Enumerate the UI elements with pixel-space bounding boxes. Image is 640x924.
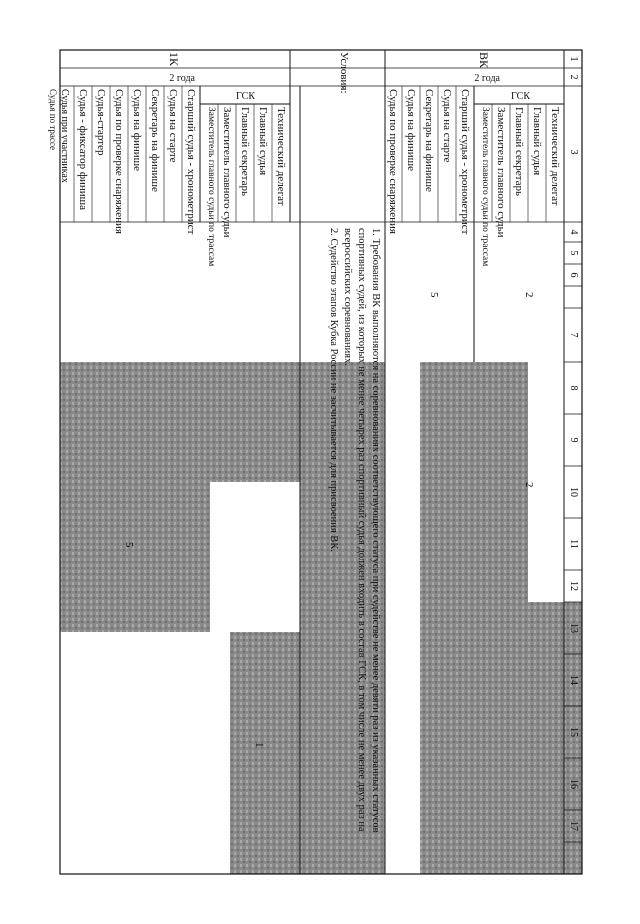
k1-other-value: 5 (123, 542, 135, 548)
qualification-table (50, 42, 590, 882)
vk-condition-2: 2. Судейство этапов Кубка России не засчитывается для присвоения ВК. (328, 228, 339, 552)
k1-role-equipment-judge: Судья по проверке снаряжения (113, 89, 125, 234)
header-cell: 13 (568, 623, 579, 633)
k1-role-technical-delegate: Технический делегат (275, 107, 287, 206)
k1-gsk-value: 1 (253, 742, 265, 748)
k1-category: 1К (167, 52, 181, 67)
shaded-cells (60, 362, 582, 874)
header-cell: 12 (568, 581, 579, 591)
vk-role-deputy-chief-judge: Заместитель главного судьи (495, 107, 507, 238)
header-cell: 15 (568, 727, 579, 737)
vk-gsk-value: 2 (523, 292, 535, 298)
vk-category: ВК (477, 52, 491, 69)
header-cell: 11 (568, 539, 579, 549)
vk-role-technical-delegate: Технический делегат (549, 107, 561, 206)
vk-gsk-value-2: 2 (523, 482, 535, 488)
vk-role-deputy-chief-judge-tracks: Заместитель главного судьи по трассам (480, 107, 490, 267)
header-cell: 3 (568, 149, 579, 155)
k1-gsk-label: ГСК (236, 91, 255, 102)
header-cell: 8 (568, 385, 579, 391)
vk-condition-1: 1. Требования ВК выполняются на соревнованиях соответствующего статуса при судействе не менее девяти раз из указанных статусов спортивных судей, из которых не менее четырех раз спортивный судья должен входить в состав ГСК, в том числе не менее двух раз на всероссийских соревнованиях. (342, 228, 381, 833)
k1-role-chief-judge: Главный судья (257, 107, 269, 176)
k1-role-deputy-chief-judge: Заместитель главного судьи (221, 107, 233, 238)
vk-gsk-label: ГСК (511, 91, 530, 102)
header-cell: 16 (568, 779, 579, 789)
k1-role-track-judge: Судья по трассе (48, 89, 58, 150)
vk-period: 2 года (474, 73, 500, 84)
vk-role-chief-secretary: Главный секретарь (513, 107, 525, 196)
header-cell: 7 (568, 332, 579, 338)
vk-role-chief-judge: Главный судья (531, 107, 543, 176)
vk-role-finish-secretary: Секретарь на финише (423, 89, 435, 192)
vk-role-senior-timekeeper: Старший судья - хронометрист (459, 89, 471, 235)
k1-role-start-judge: Судья на старте (167, 89, 179, 163)
header-cell: 10 (568, 487, 579, 497)
k1-role-finish-secretary: Секретарь на финише (149, 89, 161, 192)
k1-role-finish-judge: Судья на финише (131, 89, 143, 171)
header-cell: 17 (568, 821, 579, 831)
vk-conditions-label: Условия: (338, 52, 350, 94)
vk-conditions (326, 228, 382, 868)
vk-role-equipment-judge: Судья по проверке снаряжения (387, 89, 399, 234)
k1-role-senior-timekeeper: Старший судья - хронометрист (185, 89, 197, 235)
header-cell: 4 (568, 229, 579, 235)
k1-role-deputy-chief-judge-tracks: Заместитель главного судьи по трассам (206, 107, 216, 267)
vk-other-value: 5 (428, 292, 440, 298)
k1-role-participants-judge: Судья при участниках (59, 89, 70, 183)
header-cell: 14 (568, 675, 579, 685)
header-cell: 2 (568, 74, 579, 80)
header-cell: 1 (568, 56, 579, 62)
k1-role-starter: Судья-стартер (95, 89, 107, 156)
header-cell: 6 (568, 272, 579, 278)
vk-role-finish-judge: Судья на финише (405, 89, 417, 171)
header-cell: 5 (568, 250, 579, 256)
vk-role-start-judge: Судья на старте (441, 89, 453, 163)
k1-role-chief-secretary: Главный секретарь (239, 107, 251, 196)
k1-role-finish-recorder: Судья - фиксатор финиша (77, 89, 89, 210)
k1-period: 2 года (169, 73, 195, 84)
header-cell: 9 (568, 437, 579, 443)
